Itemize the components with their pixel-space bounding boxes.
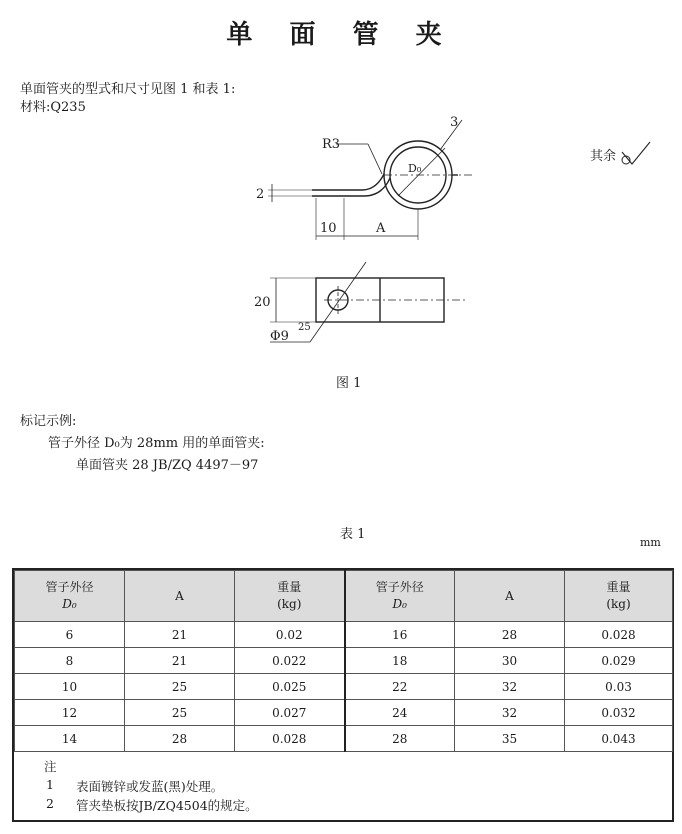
page-title: 单 面 管 夹 bbox=[226, 20, 456, 50]
header-a: A bbox=[125, 571, 235, 622]
table-notes bbox=[14, 749, 672, 820]
table-row bbox=[15, 648, 673, 674]
table-row bbox=[15, 726, 673, 752]
tab-height-label: 2 bbox=[256, 187, 265, 202]
cell-weight: 0.03 bbox=[565, 674, 673, 700]
cell-d0: 14 bbox=[15, 726, 125, 752]
cell-a: 32 bbox=[455, 700, 565, 726]
cell-d0: 8 bbox=[15, 648, 125, 674]
table-row bbox=[15, 674, 673, 700]
cell-d0: 16 bbox=[345, 622, 455, 648]
d0-label: D₀ bbox=[408, 162, 422, 175]
roughness-label: 25 bbox=[298, 322, 311, 333]
cell-a: 25 bbox=[125, 700, 235, 726]
thickness-label: 3 bbox=[450, 115, 459, 130]
header-d0: 管子外径 D₀ bbox=[345, 571, 455, 622]
cell-a: 21 bbox=[125, 648, 235, 674]
r3-label: R3 bbox=[322, 137, 341, 152]
cell-a: 25 bbox=[125, 674, 235, 700]
header-d0: 管子外径 D₀ bbox=[15, 571, 125, 622]
cell-weight: 0.043 bbox=[565, 726, 673, 752]
note-number: 2 bbox=[46, 796, 54, 811]
cell-weight: 0.028 bbox=[235, 726, 345, 752]
cell-weight: 0.028 bbox=[565, 622, 673, 648]
table-caption: 表 1 bbox=[340, 527, 366, 542]
dimension-table bbox=[12, 568, 674, 822]
cell-a: 21 bbox=[125, 622, 235, 648]
header-weight: 重量 (kg) bbox=[565, 571, 673, 622]
cell-a: 28 bbox=[125, 726, 235, 752]
cell-d0: 22 bbox=[345, 674, 455, 700]
material-line: 材料:Q235 bbox=[20, 100, 86, 115]
cell-weight: 0.02 bbox=[235, 622, 345, 648]
table-header-row bbox=[15, 571, 673, 622]
table-row bbox=[15, 700, 673, 726]
figure-caption: 图 1 bbox=[336, 376, 362, 391]
note-text: 表面镀锌或发蓝(黑)处理。 bbox=[76, 779, 224, 794]
cell-d0: 24 bbox=[345, 700, 455, 726]
notes-heading: 注 bbox=[44, 759, 57, 774]
tab-length-label: 10 bbox=[320, 221, 337, 236]
cell-weight: 0.027 bbox=[235, 700, 345, 726]
intro-line: 单面管夹的型式和尺寸见图 1 和表 1: bbox=[20, 82, 236, 97]
marking-heading: 标记示例: bbox=[20, 414, 77, 429]
cell-weight: 0.025 bbox=[235, 674, 345, 700]
a-dim-label: A bbox=[376, 221, 386, 236]
cell-weight: 0.029 bbox=[565, 648, 673, 674]
note-text: 管夹垫板按JB/ZQ4504的规定。 bbox=[76, 798, 258, 813]
cell-weight: 0.022 bbox=[235, 648, 345, 674]
cell-weight: 0.032 bbox=[565, 700, 673, 726]
cell-a: 30 bbox=[455, 648, 565, 674]
cell-d0: 18 bbox=[345, 648, 455, 674]
cell-d0: 12 bbox=[15, 700, 125, 726]
header-a: A bbox=[455, 571, 565, 622]
clamp-drawing bbox=[240, 112, 680, 362]
table-row bbox=[15, 622, 673, 648]
header-weight: 重量 (kg) bbox=[235, 571, 345, 622]
cell-a: 35 bbox=[455, 726, 565, 752]
width-label: 20 bbox=[254, 295, 271, 310]
marking-example: 单面管夹 28 JB/ZQ 4497－97 bbox=[76, 458, 259, 473]
unit-label: mm bbox=[640, 536, 661, 549]
note-number: 1 bbox=[46, 777, 54, 792]
cell-a: 32 bbox=[455, 674, 565, 700]
marking-line: 管子外径 D₀为 28mm 用的单面管夹: bbox=[48, 436, 265, 451]
rest-label: 其余 bbox=[590, 149, 617, 164]
cell-d0: 6 bbox=[15, 622, 125, 648]
cell-d0: 10 bbox=[15, 674, 125, 700]
cell-d0: 28 bbox=[345, 726, 455, 752]
cell-a: 28 bbox=[455, 622, 565, 648]
hole-label: Φ9 bbox=[270, 329, 289, 344]
